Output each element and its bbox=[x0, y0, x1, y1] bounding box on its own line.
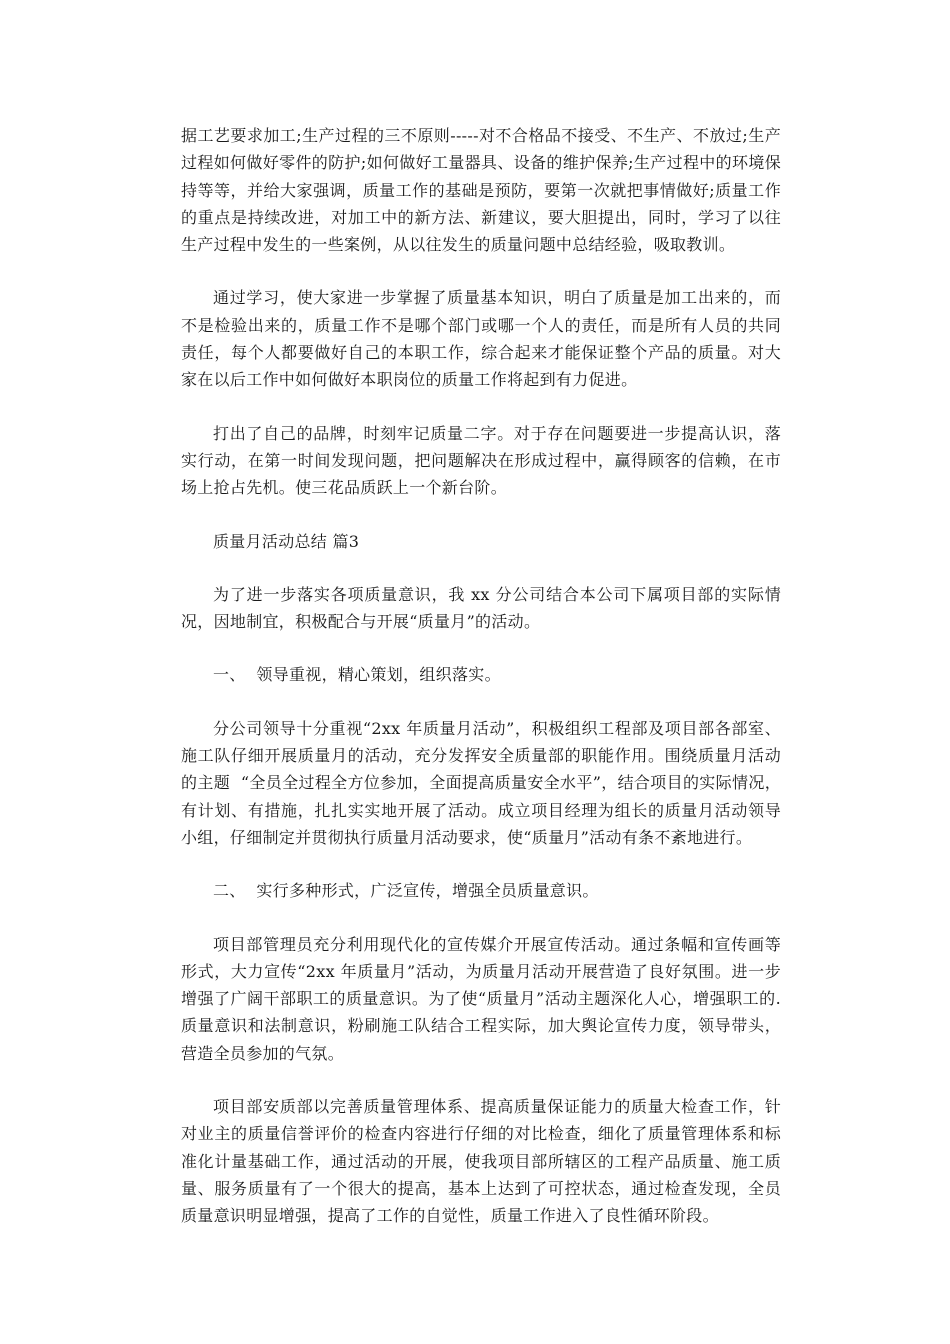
paragraph-publicity: 项目部管理员充分利用现代化的宣传媒介开展宣传活动。通过条幅和宣传画等形式，大力宣传“2xx 年质量月”活动，为质量月活动开展营造了良好氛围。进一步增强了广阔干部职工的质量意识。为了使“质量月”活动主题深化人心，增强职工的.质量意识和法制意识，粉刷施工队结合工程实际，加大舆论宣传力度，领导带头，营造全员参加的气氛。 bbox=[181, 934, 781, 1063]
paragraph-part3-intro: 为了进一步落实各项质量意识，我 xx 分公司结合本公司下属项目部的实际情况，因地制宜，积极配合与开展“质量月”的活动。 bbox=[181, 584, 781, 632]
subheading-two: 二、 实行多种形式，广泛宣传，增强全员质量意识。 bbox=[213, 881, 599, 901]
subheading-one: 一、 领导重视，精心策划，组织落实。 bbox=[213, 665, 501, 685]
paragraph-brand: 打出了自己的品牌，时刻牢记质量二字。对于存在问题要进一步提高认识，落实行动，在第一时间发现问题，把问题解决在形成过程中，赢得顾客的信赖，在市场上抢占先机。使三花品质跃上一个新台阶。 bbox=[181, 423, 781, 498]
paragraph-intro-continuation: 据工艺要求加工;生产过程的三不原则-----对不合格品不接受、不生产、不放过;生产过程如何做好零件的防护;如何做好工量器具、设备的维护保养;生产过程中的环境保持等等，并给大家强调，质量工作的基础是预防，要第一次就把事情做好;质量工作的重点是持续改进，对加工中的新方法、新建议，要大胆提出，同时，学习了以往生产过程中发生的一些案例，从以往发生的质量问题中总结经验，吸取教训。 bbox=[181, 126, 781, 255]
paragraph-leadership: 分公司领导十分重视“2xx 年质量月活动”，积极组织工程部及项目部各部室、施工队仔细开展质量月的活动，充分发挥安全质量部的职能作用。围绕质量月活动的主题 “全员全过程全方位参加，全面提高质量安全水平”，结合项目的实际情况，有计划、有措施，扎扎实实地开展了活动。成立项目经理为组长的质量月活动领导小组，仔细制定并贯彻执行质量月活动要求，使“质量月”活动有条不紊地进行。 bbox=[181, 718, 781, 847]
paragraph-learning-outcome: 通过学习，使大家进一步掌握了质量基本知识，明白了质量是加工出来的，而不是检验出来的，质量工作不是哪个部门或哪一个人的责任，而是所有人员的共同责任，每个人都要做好自己的本职工作，综合起来才能保证整个产品的质量。对大家在以后工作中如何做好本职岗位的质量工作将起到有力促进。 bbox=[181, 288, 781, 390]
document-page bbox=[181, 122, 781, 1256]
section-title-part3: 质量月活动总结 篇3 bbox=[213, 531, 360, 551]
paragraph-inspection: 项目部安质部以完善质量管理体系、提高质量保证能力的质量大检查工作，针对业主的质量信誉评价的检查内容进行仔细的对比检查，细化了质量管理体系和标准化计量基础工作，通过活动的开展，使我项目部所辖区的工程产品质量、施工质量、服务质量有了一个很大的提高，基本上达到了可控状态，通过检查发现，全员质量意识明显增强，提高了工作的自觉性，质量工作进入了良性循环阶段。 bbox=[181, 1097, 781, 1226]
